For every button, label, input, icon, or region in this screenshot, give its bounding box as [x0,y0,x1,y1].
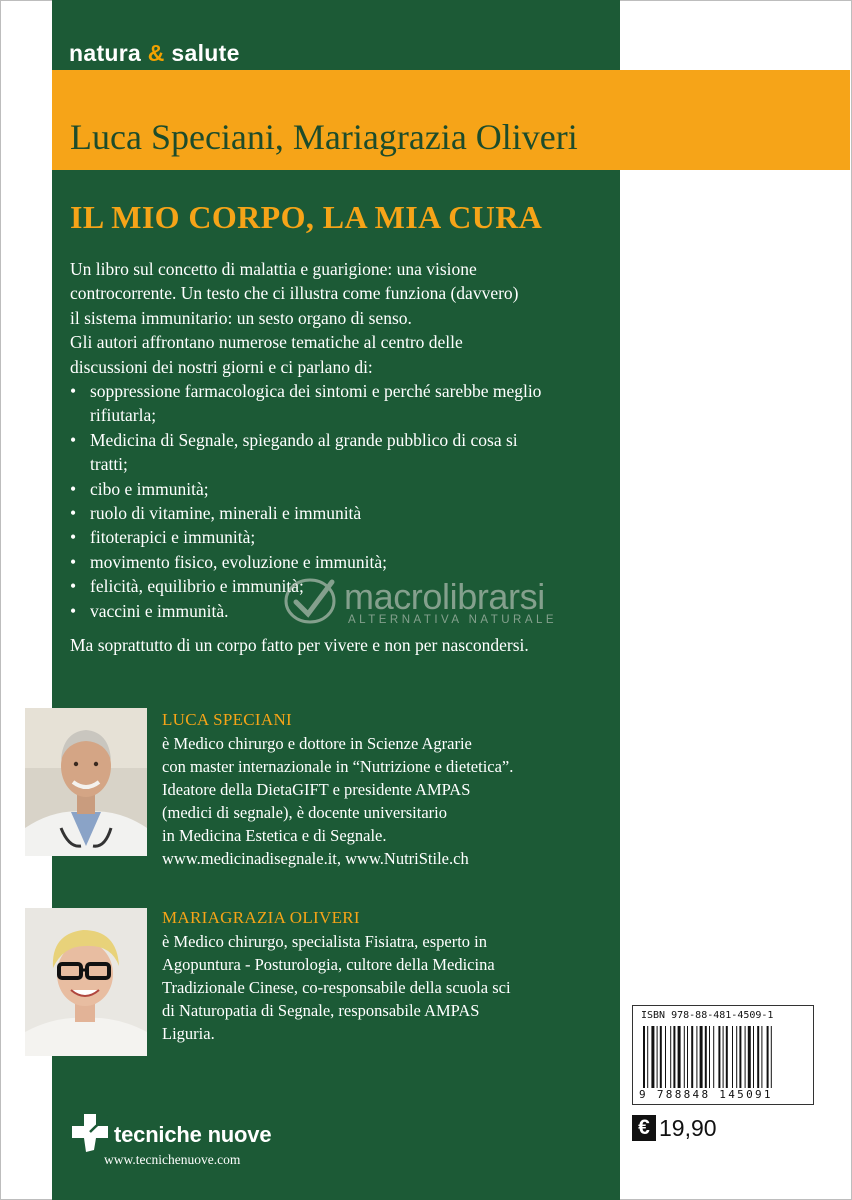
barcode-bar [651,1026,654,1088]
isbn-text: ISBN 978-88-481-4509-1 [641,1010,774,1021]
barcode-bar [736,1026,737,1088]
closing-sentence: Ma soprattutto di un corpo fatto per vivere e non per nascondersi. [70,635,529,655]
barcode-bar [745,1026,746,1088]
barcode-bar [673,1026,675,1088]
barcode-bar [713,1026,714,1088]
bio-line: Ideatore della DietaGIFT e presidente AMPAS [162,780,471,799]
price-amount: 19,90 [659,1115,717,1141]
intro-line: Gli autori affrontano numerose tematiche al centro delle [70,332,463,353]
bio-line: di Naturopatia di Segnale, responsabile AMPAS [162,1001,480,1020]
watermark-name: macrolibrarsi [344,576,545,617]
bio-line: (medici di segnale), è docente universitario [162,803,447,822]
barcode-bar [767,1026,769,1088]
intro-line: il sistema immunitario: un sesto organo di senso. [70,307,412,328]
bio-speciani [162,708,617,870]
barcode-bar [705,1026,707,1088]
barcode-bar [771,1026,772,1088]
author-photo-speciani [25,708,147,856]
bio-line: in Medicina Estetica e di Segnale. [162,826,387,845]
bio-line: è Medico chirurgo e dottore in Scienze Agrarie [162,734,472,753]
list-item: • vaccini e immunità. [70,599,550,623]
barcode-number: 9 788848 145091 [639,1088,773,1101]
list-item: • felicità, equilibrio e immunità; [70,574,550,598]
list-item: • cibo e immunità; [70,477,550,501]
list-item: • ruolo di vitamine, minerali e immunità [70,501,550,525]
bio-line: www.medicinadisegnale.it, www.NutriStile.ch [162,849,469,868]
barcode-bar [643,1026,645,1088]
barcode-bar [761,1026,762,1088]
barcode-bar [696,1026,697,1088]
barcode-bar [660,1026,662,1088]
bio-line: Tradizionale Cinese, co-responsabile della scuola sci [162,978,511,997]
barcode-bar [739,1026,741,1088]
barcode-bar [684,1026,685,1088]
barcode [632,1005,814,1105]
barcode-bar [687,1026,688,1088]
intro-line: Un libro sul concetto di malattia e guarigione: una visione [70,259,477,279]
barcode-bar [757,1026,759,1088]
list-item: • Medicina di Segnale, spiegando al grande pubblico di cosa si tratti; [70,428,550,477]
dove-cross-logo-icon [70,1112,110,1154]
list-item: • soppressione farmacologica dei sintomi e perché sarebbe meglio rifiutarla; [70,379,550,428]
euro-sign: € [632,1115,656,1141]
barcode-bar [709,1026,710,1088]
bio-name: LUCA SPECIANI [162,710,292,729]
barcode-bar [700,1026,703,1088]
barcode-bar [665,1026,666,1088]
barcode-bar [678,1026,681,1088]
intro-line: controcorrente. Un testo che ci illustra come funziona (davvero) [70,283,519,304]
barcode-bar [670,1026,671,1088]
bio-name: MARIAGRAZIA OLIVERI [162,908,360,927]
authors-heading: Luca Speciani, Mariagrazia Oliveri [70,117,578,157]
barcode-bar [691,1026,693,1088]
watermark [282,574,558,631]
barcode-bar [657,1026,658,1088]
bio-oliveri [162,906,617,1045]
book-title: IL MIO CORPO, LA MIA CURA [70,199,543,235]
watermark-leaf-icon [282,574,340,626]
barcode-bar [647,1026,648,1088]
barcode-bars [641,1026,805,1088]
watermark-tagline: ALTERNATIVA NATURALE [348,614,558,626]
publisher-url: www.tecnichenuove.com [104,1152,241,1167]
barcode-bar [732,1026,733,1088]
bio-line: Liguria. [162,1024,215,1043]
intro-text [70,257,615,379]
intro-line: discussioni dei nostri giorni e ci parlano di: [70,356,373,377]
series-logo: natura & salute [69,40,240,66]
list-item: • movimento fisico, evoluzione e immunità; [70,550,550,574]
bio-line: con master internazionale in “Nutrizione e dietetica”. [162,757,514,776]
barcode-bar [718,1026,720,1088]
publisher-name: tecniche nuove [114,1122,272,1147]
bio-line: è Medico chirurgo, specialista Fisiatra, esperto in [162,932,488,951]
bio-line: Agopuntura - Posturologia, cultore della Medicina [162,955,495,974]
barcode-bar [748,1026,751,1088]
barcode-bar [753,1026,754,1088]
list-item: • fitoterapici e immunità; [70,525,550,549]
barcode-bar [723,1026,724,1088]
author-photo-oliveri [25,908,147,1056]
barcode-bar [726,1026,728,1088]
